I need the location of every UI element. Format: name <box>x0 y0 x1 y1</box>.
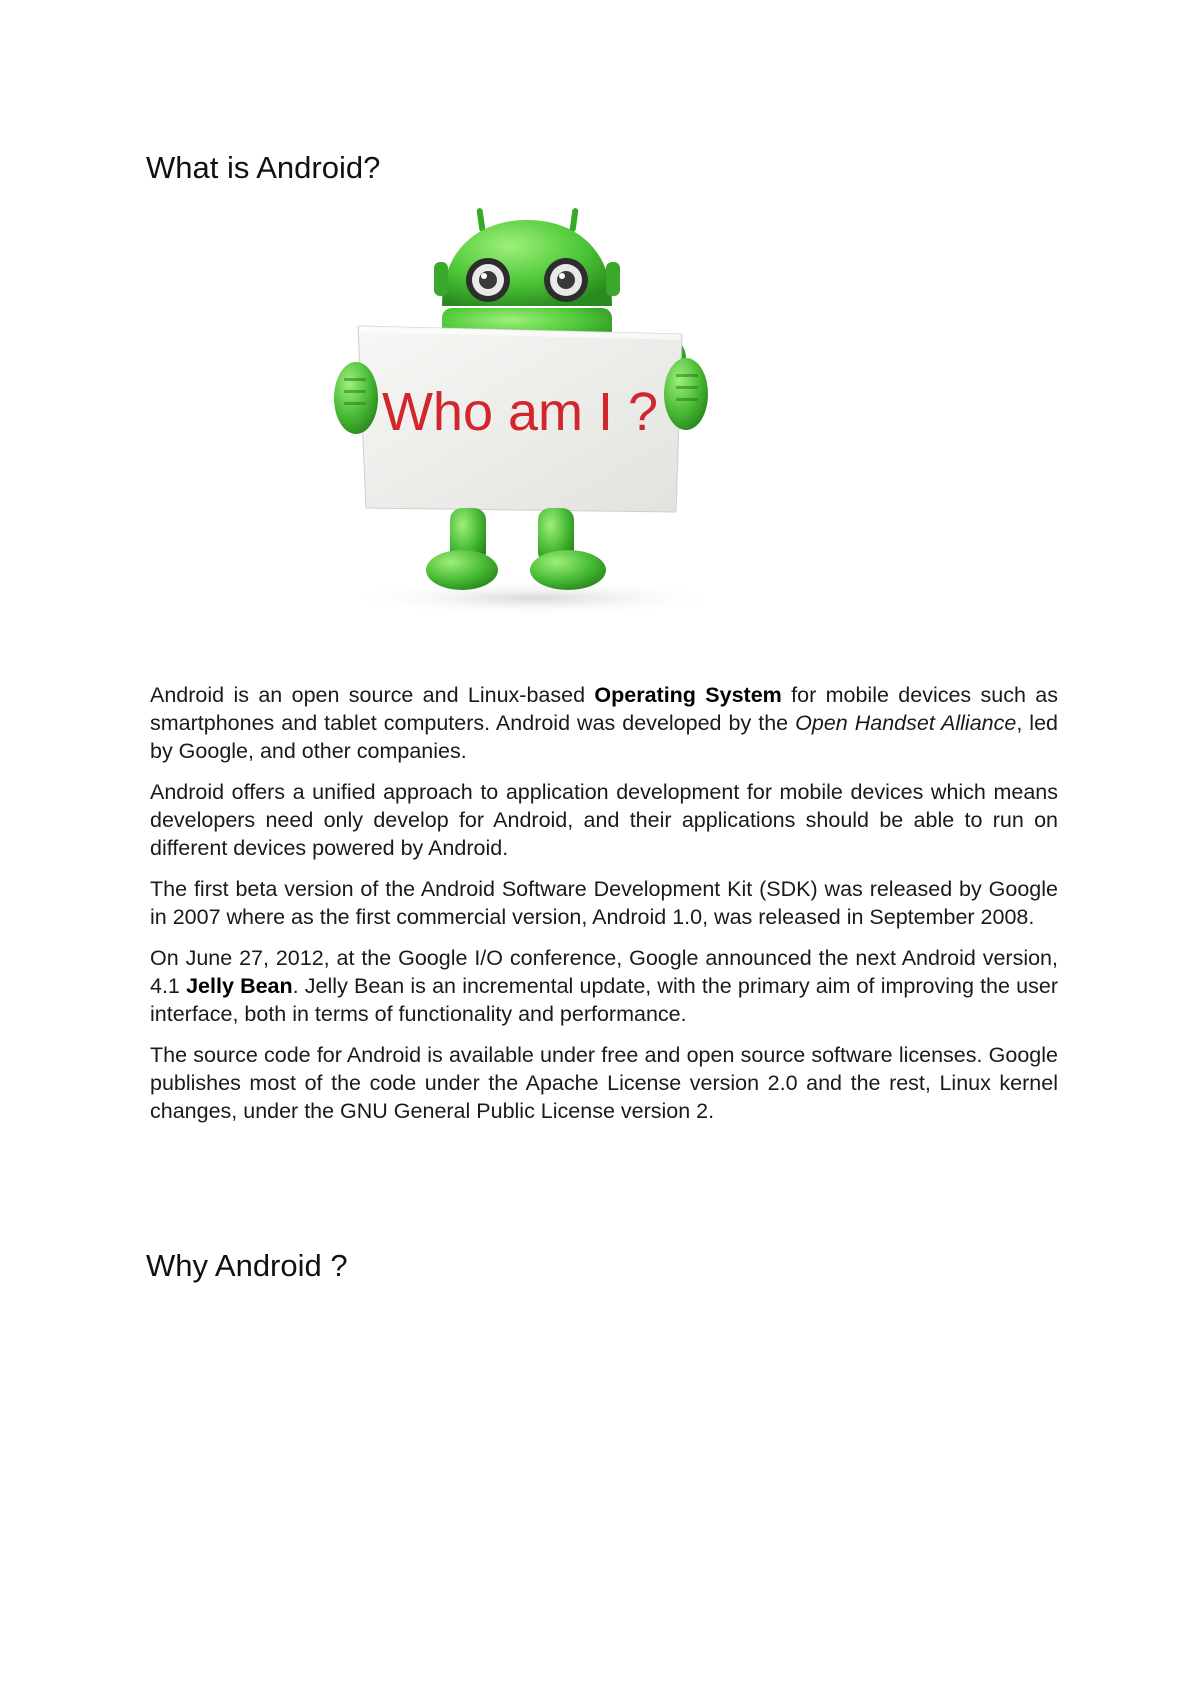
paragraph-1-text-end: , led by Google, and other companies. <box>150 711 1058 763</box>
paragraph-1-text-cont: for mobile devices such as smartphones and tablet computers. Android was developed by the <box>150 683 1059 735</box>
paragraph-3: The first beta version of the Android Software Development Kit (SDK) was released by Google in 2007 where as the first commercial version, Android 1.0, was released in September 2008. <box>150 877 1058 929</box>
open-handset-alliance-italic: Open Handset Alliance <box>795 711 1017 735</box>
paragraph-5: The source code for Android is available under free and open source software licenses. Google publishes most of the code under the Apache License version 2.0 and the rest, Linux kernel changes, under the GNU General Public License version 2. <box>150 1043 1058 1123</box>
android-robot-holding-sign-icon <box>330 208 720 620</box>
jelly-bean-bold: Jelly Bean <box>186 974 293 998</box>
paragraph-4-text-end: . Jelly Bean is an incremental update, with the primary aim of improving the user interface, both in terms of functionality and performance. <box>150 974 1058 1026</box>
sign-text: Who am I ? <box>381 382 659 442</box>
heading-what-is-android: What is Android? <box>146 150 381 185</box>
paragraph-1 <box>150 681 1058 765</box>
paragraph-2: Android offers a unified approach to application development for mobile devices which means developers need only develop for Android, and their applications should be able to run on different devices powered by Android. <box>150 780 1058 860</box>
paragraph-4 <box>150 944 1058 1028</box>
operating-system-bold: Operating System <box>594 683 782 707</box>
paragraph-1-text: Android is an open source and Linux-based <box>150 683 595 707</box>
article-body <box>150 681 1058 1138</box>
paragraph-4-text: On June 27, 2012, at the Google I/O conference, Google announced the next Android version, 4.1 <box>150 946 1058 998</box>
heading-why-android: Why Android ? <box>146 1248 348 1283</box>
